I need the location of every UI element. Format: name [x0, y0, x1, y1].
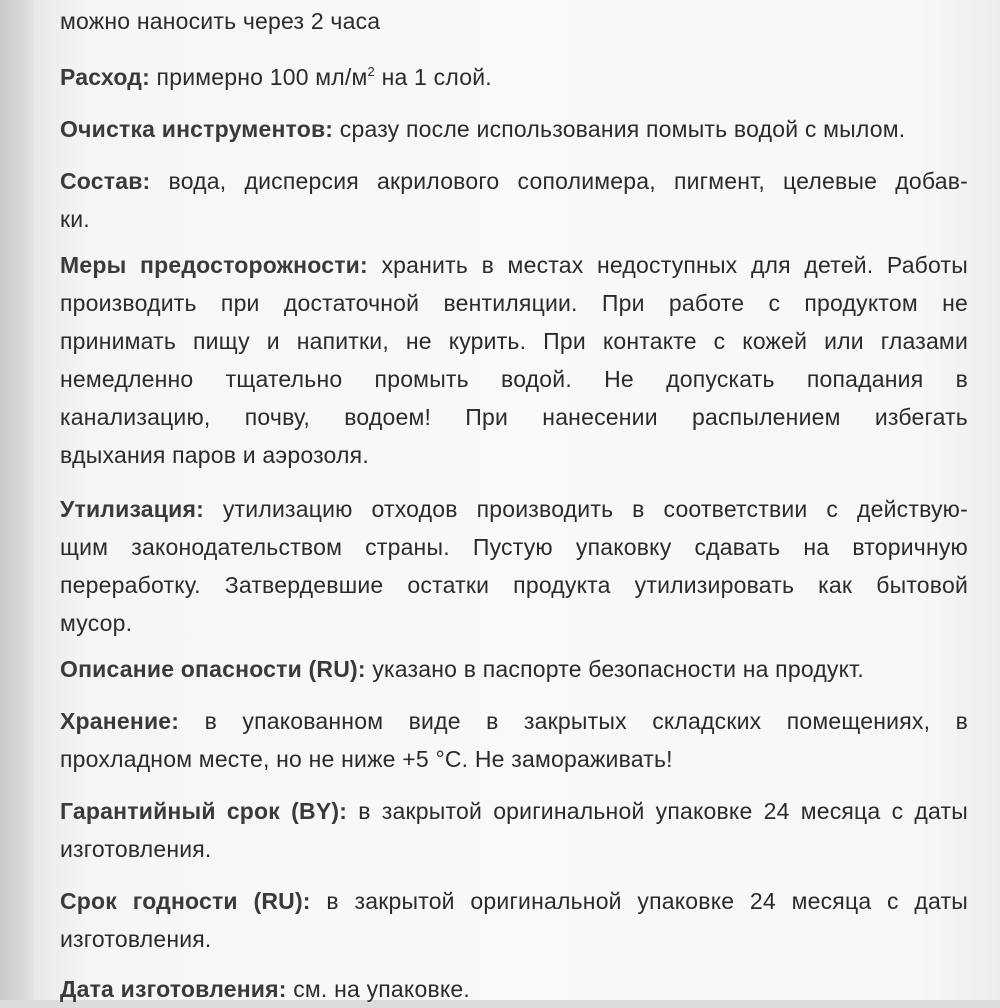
- intro-line: можно наносить через 2 часа: [60, 8, 381, 34]
- hazard-text: указано в паспорте безопасности на продукт.: [372, 656, 864, 682]
- composition-line-1: вода, дисперсия акрилового сополимера, пигмент, целевые добав-: [168, 168, 968, 194]
- storage-paragraph: [60, 702, 968, 778]
- consumption-paragraph: [60, 58, 968, 96]
- precautions-line-1: хранить в местах недоступных для детей. Работы: [381, 252, 969, 278]
- consumption-superscript: 2: [367, 64, 375, 79]
- consumption-label: Расход:: [60, 64, 150, 90]
- consumption-text-after: на 1 слой.: [381, 64, 492, 90]
- warranty-line-2: изготовления.: [60, 836, 212, 862]
- warranty-paragraph: [60, 792, 968, 868]
- shelf-life-line-1: в закрытой оригинальной упаковке 24 месяца с даты: [326, 888, 968, 914]
- disposal-label: Утилизация:: [60, 496, 204, 522]
- shelf-life-paragraph: [60, 882, 968, 958]
- manufacture-date-label: Дата изготовления:: [60, 976, 287, 1002]
- composition-paragraph: [60, 162, 968, 238]
- disposal-line-3: переработку. Затвердевшие остатки продукта утилизировать как бытовой: [60, 572, 968, 598]
- cleaning-label: Очистка инструментов:: [60, 116, 334, 142]
- warranty-line-1: в закрытой оригинальной упаковке 24 месяца с даты: [358, 798, 968, 824]
- hazard-paragraph: [60, 650, 968, 688]
- precautions-line-4: немедленно тщательно промыть водой. Не допускать попадания в: [60, 366, 968, 392]
- precautions-paragraph: [60, 246, 968, 474]
- shelf-life-line-2: изготовления.: [60, 926, 212, 952]
- composition-label: Состав:: [60, 168, 151, 194]
- consumption-text: примерно 100 мл/м: [156, 64, 368, 90]
- cleaning-paragraph: [60, 110, 968, 148]
- storage-line-2: прохладном месте, но не ниже +5 °C. Не замораживать!: [60, 746, 673, 772]
- precautions-line-6: вдыхания паров и аэрозоля.: [60, 442, 369, 468]
- disposal-line-4: мусор.: [60, 610, 133, 636]
- composition-line-2: ки.: [60, 206, 90, 232]
- shelf-life-label: Срок годности (RU):: [60, 888, 311, 914]
- warranty-label: Гарантийный срок (BY):: [60, 798, 348, 824]
- package-left-edge: [0, 0, 34, 1000]
- storage-label: Хранение:: [60, 708, 180, 734]
- manufacture-date-paragraph: [60, 970, 968, 1008]
- precautions-line-3: принимать пищу и напитки, не курить. При контакте с кожей или глазами: [60, 328, 968, 354]
- precautions-line-2: производить при достаточной вентиляции. При работе с продуктом не: [60, 290, 968, 316]
- disposal-line-1: утилизацию отходов производить в соответствии с действую-: [222, 496, 968, 522]
- precautions-label: Меры предосторожности:: [60, 252, 368, 278]
- product-label: [34, 0, 1000, 1000]
- precautions-line-5: канализацию, почву, водоем! При нанесении распылением избегать: [60, 404, 968, 430]
- hazard-label: Описание опасности (RU):: [60, 656, 366, 682]
- manufacture-date-text: см. на упаковке.: [293, 976, 470, 1002]
- intro-paragraph: [60, 2, 968, 40]
- cleaning-text: сразу после использования помыть водой с мылом.: [339, 116, 906, 142]
- disposal-line-2: щим законодательством страны. Пустую упаковку сдавать на вторичную: [60, 534, 968, 560]
- storage-line-1: в упакованном виде в закрытых складских помещениях, в: [204, 708, 968, 734]
- disposal-paragraph: [60, 490, 968, 642]
